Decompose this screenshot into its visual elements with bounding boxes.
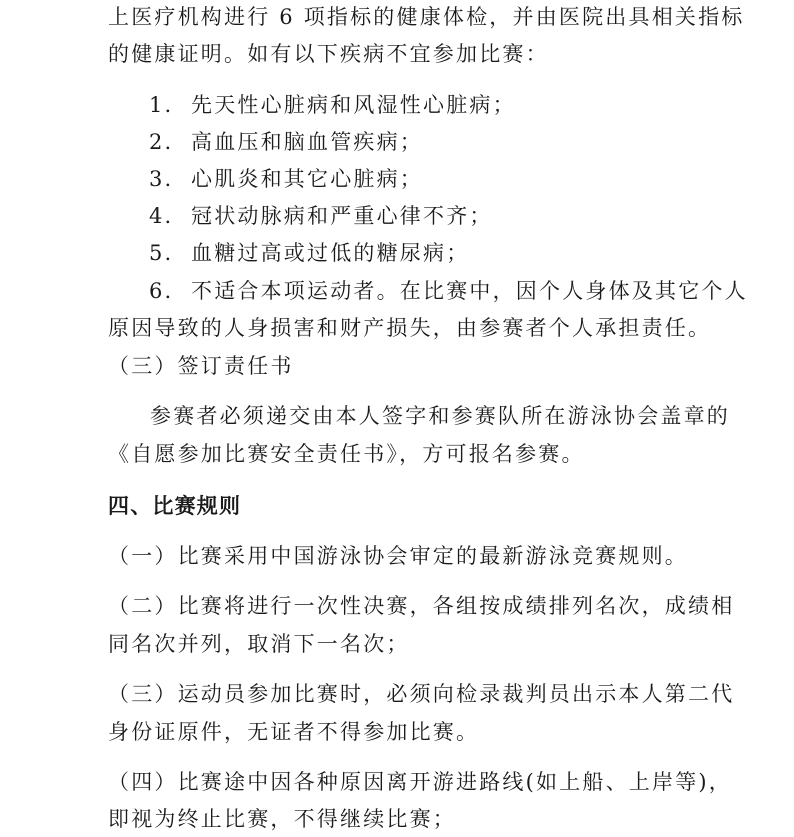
rule-4-line-2: 即视为终止比赛，不得继续比赛； (108, 807, 456, 831)
disease-item-3 (149, 165, 794, 193)
disease-item-number: 5. (149, 241, 174, 265)
disease-item-text: 先天性心脏病和风湿性心脏病； (191, 93, 516, 117)
rule-1: （一）比赛采用中国游泳协会审定的最新游泳竞赛规则。 (108, 544, 688, 568)
disease-item-number: 4. (149, 204, 174, 228)
disease-item-text: 不适合本项运动者。在比赛中，因个人身体及其它个人 (191, 279, 748, 303)
disease-item-1 (149, 91, 794, 119)
rule-3-line-2: 身份证原件，无证者不得参加比赛。 (108, 720, 480, 744)
disease-item-6 (149, 277, 794, 305)
disease-item-number: 6. (149, 279, 174, 303)
disease-item-text: 心肌炎和其它心脏病； (191, 167, 423, 191)
responsibility-paragraph-line-1: 参赛者必须递交由本人签字和参赛队所在游泳协会盖章的 (150, 404, 730, 428)
health-paragraph-line-1: 上医疗机构进行 6 项指标的健康体检，并由医院出具相关指标 (108, 5, 745, 29)
rule-4-line-1: （四）比赛途中因各种原因离开游进路线(如上船、上岸等)， (108, 770, 732, 794)
disease-item-number: 2. (149, 130, 174, 154)
responsibility-subheading: （三）签订责任书 (108, 354, 294, 378)
disease-item-5 (149, 239, 794, 267)
disease-item-6-continuation: 原因导致的人身损害和财产损失，由参赛者个人承担责任。 (108, 316, 712, 340)
responsibility-paragraph-line-2: 《自愿参加比赛安全责任书》，方可报名参赛。 (108, 442, 585, 466)
disease-item-2 (149, 128, 794, 156)
disease-item-text: 血糖过高或过低的糖尿病； (191, 241, 470, 265)
section-heading-rules: 四、比赛规则 (108, 494, 242, 518)
rule-2-line-1: （二）比赛将进行一次性决赛，各组按成绩排列名次，成绩相 (108, 594, 735, 618)
health-paragraph-line-2: 的健康证明。如有以下疾病不宜参加比赛： (108, 42, 549, 66)
disease-item-text: 高血压和脑血管疾病； (191, 130, 423, 154)
disease-item-number: 3. (149, 167, 174, 191)
disease-item-number: 1. (149, 93, 174, 117)
rule-3-line-1: （三）运动员参加比赛时，必须向检录裁判员出示本人第二代 (108, 682, 735, 706)
rule-2-line-2: 同名次并列，取消下一名次； (108, 632, 410, 656)
disease-item-4 (149, 202, 794, 230)
disease-item-text: 冠状动脉病和严重心律不齐； (191, 204, 493, 228)
